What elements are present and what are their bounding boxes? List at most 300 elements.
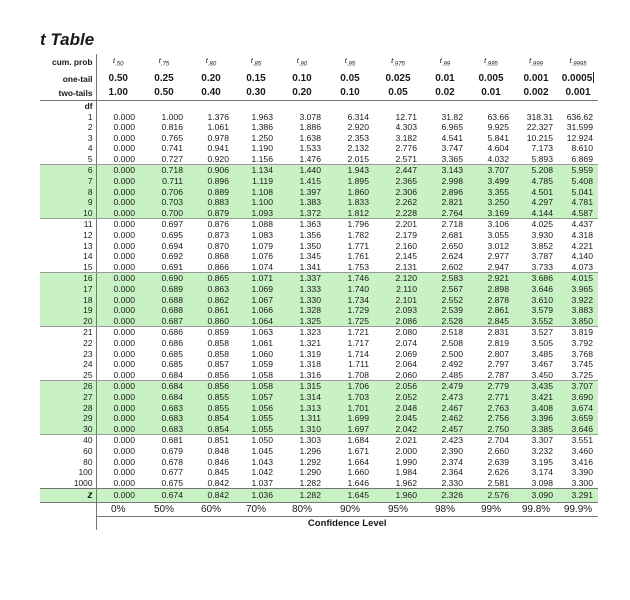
t-critical-value: 2.602 — [422, 262, 468, 273]
t-critical-value: 4.073 — [558, 262, 598, 273]
t-critical-value: 1.037 — [251, 477, 273, 488]
t-critical-value: 1.303 — [299, 435, 321, 446]
df-value: 14 — [40, 251, 96, 262]
df-value: 25 — [40, 370, 96, 381]
t-critical-value: 2.845 — [468, 316, 514, 327]
table-row — [40, 446, 598, 457]
z-critical-value: 1.036 — [234, 489, 278, 503]
confidence-value: 95% — [387, 504, 408, 516]
df-value: 7 — [40, 176, 96, 187]
t-critical-value: 2.473 — [422, 392, 468, 403]
t-critical-value: 0.842 — [207, 477, 229, 488]
t-critical-value: 0.000 — [113, 143, 135, 154]
one-tail-value: 0.15 — [246, 72, 266, 84]
t-critical-value: 0.000 — [113, 111, 135, 122]
t-critical-value: 1.311 — [278, 413, 326, 424]
table-row — [40, 122, 598, 133]
table-row — [40, 273, 598, 284]
table-row — [40, 251, 598, 262]
table-row — [40, 338, 598, 349]
t-critical-value: 1.812 — [326, 208, 374, 219]
t-critical-value: 0.920 — [188, 154, 234, 165]
t-critical-value: 2.048 — [374, 403, 422, 414]
t-critical-value: 0.765 — [161, 132, 183, 143]
t-critical-value: 1.796 — [347, 219, 369, 230]
df-value: 27 — [40, 392, 96, 403]
t-critical-value: 4.785 — [514, 176, 558, 187]
df-value: 15 — [40, 262, 96, 273]
empty-cell — [278, 100, 326, 112]
t-critical-value: 3.385 — [514, 424, 558, 435]
table-row — [40, 165, 598, 176]
t-critical-value: 0.876 — [207, 219, 229, 230]
t-critical-value: 0.856 — [188, 370, 234, 381]
t-critical-value: 0.000 — [96, 381, 140, 392]
t-critical-value: 1.000 — [161, 111, 183, 122]
t-subscript: .9995 — [571, 61, 587, 68]
t-critical-value: 3.659 — [558, 413, 598, 424]
table-row — [40, 133, 598, 144]
t-critical-value: 0.000 — [96, 370, 140, 381]
t-critical-value: 1.533 — [299, 143, 321, 154]
empty-cell — [188, 100, 234, 112]
t-subscript-header: $t_{.85}$ — [250, 56, 262, 68]
t-critical-value: 0.000 — [113, 337, 135, 348]
t-critical-value: 4.501 — [514, 187, 558, 198]
t-critical-value: 5.841 — [487, 132, 509, 143]
df-value: 19 — [40, 305, 96, 316]
t-critical-value: 3.690 — [558, 392, 598, 403]
one-tail-value: 0.025 — [385, 72, 411, 84]
t-critical-value: 0.855 — [188, 392, 234, 403]
t-critical-value: 1.059 — [251, 359, 273, 370]
df-value: 1000 — [40, 478, 96, 489]
df-value: 12 — [40, 230, 96, 241]
t-critical-value: 0.861 — [188, 305, 234, 316]
t-critical-value: 0.000 — [96, 208, 140, 219]
t-critical-value: 3.460 — [571, 445, 593, 456]
t-critical-value: 2.878 — [468, 295, 514, 306]
t-critical-value: 0.000 — [113, 456, 135, 467]
t-critical-value: 1.782 — [347, 230, 369, 241]
t-critical-value: 3.450 — [514, 370, 558, 381]
t-critical-value: 0.000 — [113, 348, 135, 359]
t-critical-value: 2.015 — [326, 154, 374, 165]
df-value: 3 — [40, 133, 96, 144]
t-critical-value: 1.190 — [251, 143, 273, 154]
t-critical-value: 0.681 — [161, 435, 183, 446]
t-critical-value: 1.061 — [207, 122, 229, 133]
t-subscript-header: $t_{.995}$ — [484, 56, 498, 68]
t-critical-value: 0.727 — [140, 154, 188, 165]
t-critical-value: 1.328 — [278, 305, 326, 316]
cum-prob-row — [40, 54, 598, 72]
t-critical-value: 63.66 — [487, 111, 509, 122]
t-critical-value: 2.819 — [487, 337, 509, 348]
t-critical-value: 2.921 — [468, 273, 514, 284]
t-critical-value: 0.848 — [207, 445, 229, 456]
df-value: 24 — [40, 359, 96, 370]
t-critical-value: 2.583 — [422, 273, 468, 284]
t-critical-value: 1.703 — [326, 392, 374, 403]
t-subscript: .80 — [207, 61, 217, 68]
t-critical-value: 3.169 — [468, 208, 514, 219]
t-critical-value: 0.906 — [188, 165, 234, 176]
t-critical-value: 1.963 — [251, 111, 273, 122]
t-critical-value: 1.042 — [251, 467, 273, 478]
t-subscript-header: $t_{.80}$ — [205, 56, 217, 68]
t-critical-value: 1.316 — [278, 370, 326, 381]
t-critical-value: 0.855 — [188, 403, 234, 414]
t-subscript: .75 — [160, 61, 170, 68]
t-subscript: .50 — [115, 61, 124, 68]
t-critical-value: 2.160 — [395, 240, 417, 251]
t-critical-value: 1.701 — [326, 403, 374, 414]
t-critical-value: 3.408 — [514, 403, 558, 414]
t-critical-value: 2.479 — [422, 381, 468, 392]
z-critical-value: 0.842 — [188, 489, 234, 503]
t-critical-value: 4.587 — [558, 208, 598, 219]
table-row — [40, 467, 598, 478]
t-critical-value: 0.978 — [207, 132, 229, 143]
t-critical-value: 1.886 — [299, 122, 321, 133]
confidence-value: 90% — [339, 504, 360, 516]
z-critical-value: 0.000 — [96, 489, 140, 503]
df-value: 17 — [40, 284, 96, 295]
two-tails-value: 0.20 — [278, 86, 326, 101]
t-critical-value: 2.920 — [347, 122, 369, 133]
t-critical-value: 0.679 — [161, 445, 183, 456]
one-tail-value-text: 0.0005 — [561, 72, 593, 84]
t-critical-value: 1.341 — [278, 262, 326, 273]
df-value: 100 — [40, 467, 96, 478]
t-critical-value: 3.646 — [514, 284, 558, 295]
z-critical-value: 1.282 — [278, 489, 326, 503]
t-critical-value: 3.174 — [531, 467, 553, 478]
t-critical-value: 2.374 — [441, 456, 463, 467]
t-critical-value: 2.567 — [422, 284, 468, 295]
one-tail-label: one-tail — [40, 72, 96, 86]
t-subscript: .975 — [393, 61, 405, 68]
table-row — [40, 403, 598, 414]
t-critical-value: 3.396 — [514, 413, 558, 424]
t-critical-value: 2.080 — [395, 327, 417, 338]
one-tail-value: 0.05 — [340, 72, 360, 84]
df-value: 2 — [40, 122, 96, 133]
t-critical-value: 0.684 — [140, 370, 188, 381]
table-row — [40, 370, 598, 381]
df-value: 16 — [40, 273, 96, 284]
table-row — [40, 230, 598, 241]
t-critical-value: 5.041 — [558, 187, 598, 198]
t-critical-value: 0.000 — [96, 413, 140, 424]
table-row — [40, 349, 598, 360]
t-critical-value: 2.896 — [422, 187, 468, 198]
z-critical-value: 3.291 — [558, 489, 598, 503]
t-critical-value: 1.895 — [326, 176, 374, 187]
t-critical-value: 2.779 — [468, 381, 514, 392]
t-critical-value: 1.337 — [278, 273, 326, 284]
t-critical-value: 2.056 — [374, 381, 422, 392]
t-critical-value: 1.646 — [347, 477, 369, 488]
table-row — [40, 284, 598, 295]
t-critical-value: 3.686 — [514, 273, 558, 284]
t-critical-value: 0.000 — [113, 240, 135, 251]
confidence-value: 98% — [434, 504, 455, 516]
t-critical-value: 1.063 — [251, 327, 273, 338]
t-critical-value: 0.860 — [188, 316, 234, 327]
t-subscript-header: $t_{.975}$ — [391, 56, 405, 68]
table-row — [40, 413, 598, 424]
t-critical-value: 2.704 — [487, 435, 509, 446]
t-critical-value: 4.015 — [558, 273, 598, 284]
t-critical-value: 0.000 — [96, 187, 140, 198]
t-table — [40, 54, 598, 530]
df-value: 20 — [40, 316, 96, 327]
t-critical-value: 3.416 — [571, 456, 593, 467]
t-critical-value: 0.865 — [188, 273, 234, 284]
t-subscript-header: $t_{.75}$ — [158, 56, 170, 68]
t-critical-value: 3.579 — [514, 305, 558, 316]
t-critical-value: 2.330 — [441, 477, 463, 488]
t-critical-value: 1.638 — [299, 132, 321, 143]
t-critical-value: 2.639 — [487, 456, 509, 467]
t-critical-value: 9.925 — [487, 122, 509, 133]
table-row — [40, 435, 598, 446]
one-tail-value: 0.25 — [154, 72, 174, 84]
t-critical-value: 1.714 — [347, 348, 369, 359]
t-critical-value: 3.485 — [531, 348, 553, 359]
t-critical-value: 1.721 — [347, 327, 369, 338]
df-header-row — [40, 100, 598, 112]
t-critical-value: 12.924 — [566, 132, 593, 143]
t-critical-value: 0.000 — [96, 424, 140, 435]
t-critical-value: 2.776 — [395, 143, 417, 154]
t-critical-value: 31.82 — [441, 111, 463, 122]
t-critical-value: 1.055 — [234, 413, 278, 424]
t-critical-value: 2.423 — [441, 435, 463, 446]
t-critical-value: 1.108 — [234, 187, 278, 198]
t-critical-value: 1.119 — [234, 176, 278, 187]
t-critical-value: 0.000 — [113, 327, 135, 338]
t-critical-value: 0.000 — [96, 403, 140, 414]
t-critical-value: 3.850 — [558, 316, 598, 327]
t-critical-value: 1.725 — [326, 316, 374, 327]
t-critical-value: 1.057 — [234, 392, 278, 403]
z-critical-value: 1.960 — [374, 489, 422, 503]
t-critical-value: 2.467 — [422, 403, 468, 414]
df-value: 18 — [40, 295, 96, 306]
t-critical-value: 10.215 — [526, 132, 553, 143]
t-critical-value: 1.660 — [347, 467, 369, 478]
two-tails-value: 0.30 — [234, 86, 278, 101]
t-critical-value: 0.863 — [188, 284, 234, 295]
empty-cell — [140, 100, 188, 112]
t-critical-value: 2.581 — [487, 477, 509, 488]
t-subscript: .90 — [298, 61, 308, 68]
t-critical-value: 2.624 — [441, 251, 463, 262]
cum-prob-label: cum. prob — [40, 54, 96, 72]
t-critical-value: 0.000 — [96, 154, 140, 165]
t-critical-value: 0.866 — [188, 262, 234, 273]
t-critical-value: 1.356 — [299, 230, 321, 241]
t-critical-value: 1.345 — [299, 251, 321, 262]
t-critical-value: 0.000 — [96, 392, 140, 403]
t-critical-value: 0.000 — [96, 165, 140, 176]
t-critical-value: 2.977 — [487, 251, 509, 262]
t-critical-value: 0.851 — [207, 435, 229, 446]
t-critical-value: 0.000 — [96, 305, 140, 316]
t-critical-value: 3.250 — [468, 197, 514, 208]
t-critical-value: 2.045 — [374, 413, 422, 424]
df-value: 28 — [40, 403, 96, 414]
t-critical-value: 0.879 — [188, 208, 234, 219]
z-label: z — [40, 489, 96, 503]
t-critical-value: 3.792 — [571, 337, 593, 348]
t-critical-value: 3.646 — [558, 424, 598, 435]
df-value: 5 — [40, 154, 96, 165]
t-critical-value: 0.000 — [113, 467, 135, 478]
t-critical-value: 1.069 — [234, 284, 278, 295]
t-critical-value: 1.671 — [347, 445, 369, 456]
two-tails-value: 0.001 — [558, 86, 598, 101]
t-critical-value: 0.741 — [161, 143, 183, 154]
t-critical-value: 2.571 — [374, 154, 422, 165]
t-critical-value: 1.314 — [278, 392, 326, 403]
t-critical-value: 4.144 — [514, 208, 558, 219]
t-critical-value: 4.781 — [558, 197, 598, 208]
t-critical-value: 1.325 — [278, 316, 326, 327]
t-critical-value: 1.071 — [234, 273, 278, 284]
t-critical-value: 0.000 — [113, 251, 135, 262]
text-cursor — [593, 72, 594, 83]
t-critical-value: 12.71 — [395, 111, 417, 122]
df-value: 9 — [40, 197, 96, 208]
empty-cell — [374, 100, 422, 112]
df-value: 30 — [40, 424, 96, 435]
t-critical-value: 2.120 — [374, 273, 422, 284]
t-critical-value: 0.858 — [207, 348, 229, 359]
empty-cell — [326, 100, 374, 112]
t-critical-value: 4.221 — [571, 240, 593, 251]
t-subscript: .995 — [486, 61, 498, 68]
t-critical-value: 2.947 — [468, 262, 514, 273]
t-subscript: .999 — [531, 61, 543, 68]
t-critical-value: 3.467 — [531, 359, 553, 370]
t-critical-value: 1.134 — [234, 165, 278, 176]
t-critical-value: 1.282 — [299, 477, 321, 488]
t-critical-value: 1.415 — [278, 176, 326, 187]
two-tails-value: 0.05 — [374, 86, 422, 101]
t-critical-value: 1.697 — [326, 424, 374, 435]
t-critical-value: 1.250 — [251, 132, 273, 143]
z-critical-value: 2.576 — [468, 489, 514, 503]
confidence-value: 99% — [480, 504, 501, 516]
table-row — [40, 187, 598, 198]
t-critical-value: 0.687 — [140, 316, 188, 327]
t-critical-value: 3.768 — [571, 348, 593, 359]
t-critical-value: 3.435 — [514, 381, 558, 392]
t-critical-value: 0.686 — [161, 327, 183, 338]
t-critical-value: 4.318 — [571, 230, 593, 241]
t-critical-value: 3.300 — [571, 477, 593, 488]
t-critical-value: 0.858 — [207, 337, 229, 348]
t-critical-value: 2.626 — [487, 467, 509, 478]
t-critical-value: 1.321 — [299, 337, 321, 348]
t-critical-value: 2.074 — [395, 337, 417, 348]
confidence-value: 60% — [200, 504, 221, 516]
t-critical-value: 0.862 — [188, 295, 234, 306]
two-tails-value: 0.01 — [468, 86, 514, 101]
t-critical-value: 636.62 — [566, 111, 593, 122]
df-value: 10 — [40, 208, 96, 219]
t-critical-value: 1.318 — [299, 359, 321, 370]
two-tails-label: two-tails — [40, 86, 96, 101]
t-critical-value: 2.201 — [395, 219, 417, 230]
t-critical-value: 2.650 — [441, 240, 463, 251]
t-critical-value: 1.061 — [251, 337, 273, 348]
t-critical-value: 31.599 — [566, 122, 593, 133]
t-critical-value: 1.860 — [326, 187, 374, 198]
t-critical-value: 0.706 — [140, 187, 188, 198]
t-critical-value: 2.807 — [487, 348, 509, 359]
t-critical-value: 3.078 — [299, 111, 321, 122]
t-critical-value: 2.750 — [468, 424, 514, 435]
table-row — [40, 197, 598, 208]
t-critical-value: 2.508 — [441, 337, 463, 348]
t-critical-value: 0.859 — [207, 327, 229, 338]
t-critical-value: 0.000 — [96, 295, 140, 306]
t-critical-value: 2.101 — [374, 295, 422, 306]
t-critical-value: 1.943 — [326, 165, 374, 176]
table-row — [40, 478, 598, 489]
t-critical-value: 3.883 — [558, 305, 598, 316]
table-row — [40, 305, 598, 316]
t-critical-value: 2.998 — [422, 176, 468, 187]
t-critical-value: 5.959 — [558, 165, 598, 176]
t-critical-value: 0.689 — [140, 284, 188, 295]
t-critical-value: 1.729 — [326, 305, 374, 316]
page-title: t Table — [40, 30, 95, 49]
one-tail-value: 0.50 — [108, 72, 128, 84]
t-critical-value: 1.476 — [278, 154, 326, 165]
t-critical-value: 0.868 — [207, 251, 229, 262]
t-critical-value: 2.539 — [422, 305, 468, 316]
t-critical-value: 0.688 — [140, 305, 188, 316]
empty-cell — [234, 100, 278, 112]
t-critical-value: 0.684 — [140, 392, 188, 403]
one-tail-value: 0.001 — [523, 72, 549, 84]
t-critical-value: 1.711 — [348, 359, 369, 370]
t-critical-value: 2.787 — [468, 370, 514, 381]
t-subscript-header: $t_{.90}$ — [296, 56, 308, 68]
empty-cell — [40, 503, 96, 517]
t-critical-value: 0.000 — [113, 219, 135, 230]
one-tail-value: 0.01 — [435, 72, 455, 84]
t-critical-value: 0.000 — [96, 316, 140, 327]
t-critical-value: 2.000 — [395, 445, 417, 456]
t-critical-value: 1.313 — [278, 403, 326, 414]
t-critical-value: 5.408 — [558, 176, 598, 187]
t-critical-value: 4.437 — [571, 219, 593, 230]
df-value: 8 — [40, 187, 96, 198]
confidence-row — [40, 503, 598, 517]
t-critical-value: 0.883 — [188, 197, 234, 208]
t-critical-value: 1.962 — [395, 477, 417, 488]
t-critical-value: 2.390 — [441, 445, 463, 456]
empty-cell — [96, 100, 140, 112]
t-critical-value: 0.857 — [207, 359, 229, 370]
